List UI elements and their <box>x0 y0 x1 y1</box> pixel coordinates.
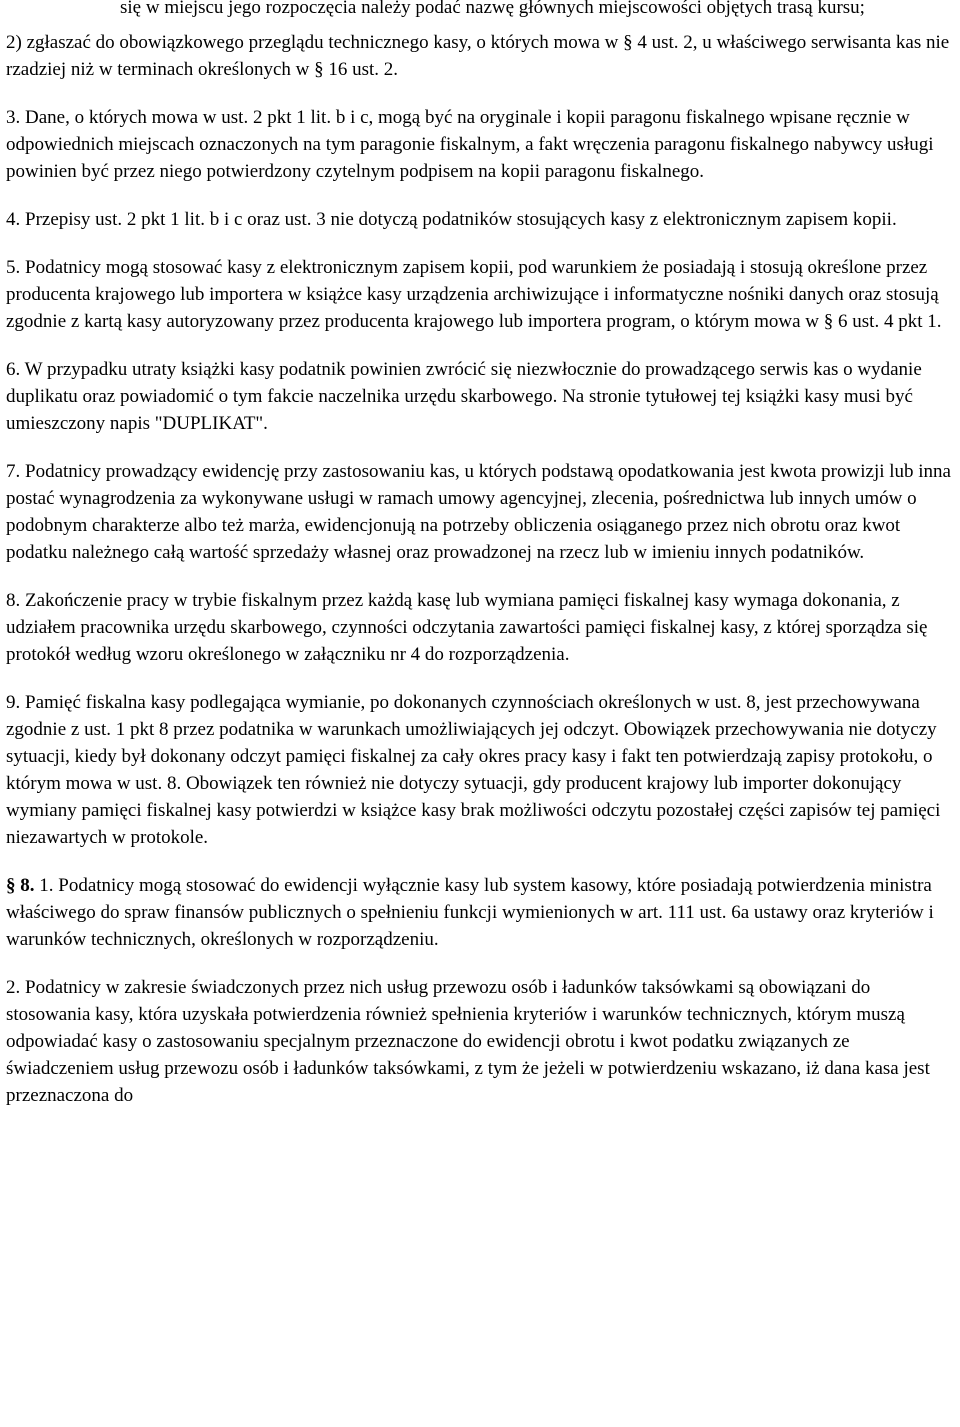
paragraph-ust-7: 7. Podatnicy prowadzący ewidencję przy zastosowaniu kas, u których podstawą opodatkowania jest kwota prowizji lub inna postać wynagrodzenia za wykonywane usługi w ramach umowy agencyjnej, zlecenia, pośrednictwa lub innych umów o podobnym charakterze albo też marża, ewidencjonują na potrzeby obliczenia osiąganego przez nich obrotu oraz kwot podatku należnego całą wartość sprzedaży własnej oraz prowadzonej na rzecz lub w imieniu innych podatników. <box>6 461 951 563</box>
paragraph-ust-6: 6. W przypadku utraty książki kasy podatnik powinien zwrócić się niezwłocznie do prowadzącego serwis kas o wydanie duplikatu oraz powiadomić o tym fakcie naczelnika urzędu skarbowego. Na stronie tytułowej tej książki kasy musi być umieszczony napis "DUPLIKAT". <box>6 359 922 434</box>
paragraph-ust-4: 4. Przepisy ust. 2 pkt 1 lit. b i c oraz ust. 3 nie dotyczą podatników stosujących kasy z elektronicznym zapisem kopii. <box>6 209 897 230</box>
paragraph-section-8-ust-1 <box>6 872 956 953</box>
section-8-marker: § 8. <box>6 875 35 896</box>
paragraph-point-2: 2) zgłaszać do obowiązkowego przeglądu technicznego kasy, o których mowa w § 4 ust. 2, u właściwego serwisanta kas nie rzadziej niż w terminach określonych w § 16 ust. 2. <box>6 32 950 80</box>
paragraph-ust-3: 3. Dane, o których mowa w ust. 2 pkt 1 lit. b i c, mogą być na oryginale i kopii paragonu fiskalnego wpisane ręcznie w odpowiednich miejscach oznaczonych na tym paragonie fiskalnym, a fakt wręczenia paragonu fiskalnego nabywcy usługi powinien być przez niego potwierdzony czytelnym podpisem na kopii paragonu fiskalnego. <box>6 107 934 182</box>
document-page <box>6 0 956 1130</box>
paragraph-ust-5: 5. Podatnicy mogą stosować kasy z elektronicznym zapisem kopii, pod warunkiem że posiadają i stosują określone przez producenta krajowego lub importera w książce kasy urządzenia archiwizujące i informatyczne nośniki danych oraz stosują zgodnie z kartą kasy autoryzowany przez producenta krajowego lub importera program, o którym mowa w § 6 ust. 4 pkt 1. <box>6 257 942 332</box>
paragraph-section-8-ust-2: 2. Podatnicy w zakresie świadczonych przez nich usług przewozu osób i ładunków taksówkami są obowiązani do stosowania kasy, która uzyskała potwierdzenia również spełnienia kryteriów i warunków technicznych, którym muszą odpowiadać kasy o zastosowaniu specjalnym przeznaczone do ewidencji obrotu i kwot podatku związanych ze świadczeniem usług przewozu osób i ładunków taksówkami, z tym że jeżeli w potwierdzeniu wskazano, iż dana kasa jest przeznaczona do <box>6 977 930 1106</box>
paragraph-route-continuation: się w miejscu jego rozpoczęcia należy podać nazwę głównych miejscowości objętych trasą kursu; <box>120 0 865 18</box>
section-8-ust-1-text: 1. Podatnicy mogą stosować do ewidencji wyłącznie kasy lub system kasowy, które posiadają potwierdzenia ministra właściwego do spraw finansów publicznych o spełnieniu funkcji wymienionych w art. 111 ust. 6a ustawy oraz kryteriów i warunków technicznych, określonych w rozporządzeniu. <box>6 875 934 950</box>
paragraph-ust-9: 9. Pamięć fiskalna kasy podlegająca wymianie, po dokonanych czynnościach określonych w ust. 8, jest przechowywana zgodnie z ust. 1 pkt 8 przez podatnika w warunkach umożliwiających jej odczyt. Obowiązek przechowywania nie dotyczy sytuacji, kiedy był dokonany odczyt pamięci fiskalnej za cały okres pracy kasy i fakt ten potwierdzają zapisy protokołu, o którym mowa w ust. 8. Obowiązek ten również nie dotyczy sytuacji, gdy producent krajowy lub importer dokonujący wymiany pamięci fiskalnej kasy potwierdzi w książce kasy brak możliwości odczytu pozostałej części zapisów tej pamięci niezawartych w protokole. <box>6 692 941 848</box>
paragraph-ust-8: 8. Zakończenie pracy w trybie fiskalnym przez każdą kasę lub wymiana pamięci fiskalnej kasy wymaga dokonania, z udziałem pracownika urzędu skarbowego, czynności odczytania zawartości pamięci fiskalnej kasy, z której sporządza się protokół według wzoru określonego w załączniku nr 4 do rozporządzenia. <box>6 590 928 665</box>
